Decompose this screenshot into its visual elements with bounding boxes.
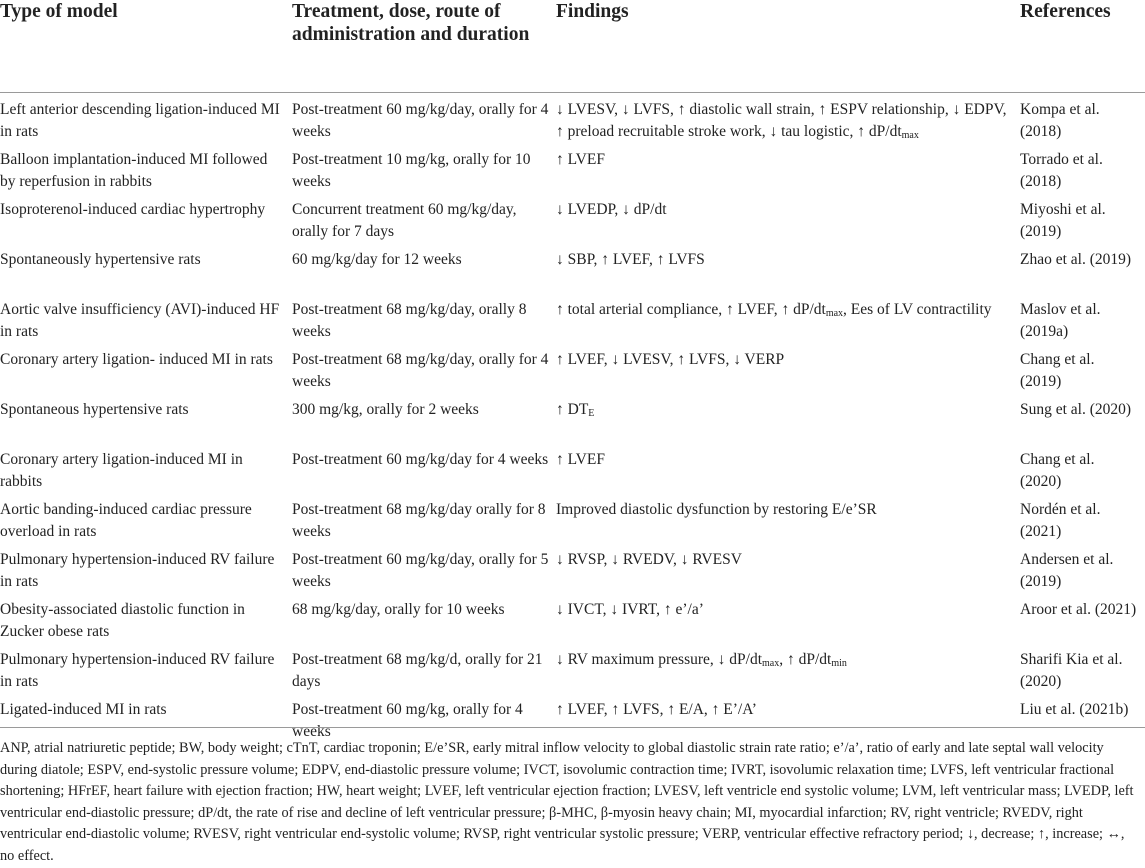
cell-findings: ↑ LVEF [556,451,605,468]
cell-treatment: 68 mg/kg/day, orally for 10 weeks [292,601,505,618]
cell-findings [556,646,1020,696]
cell-model: Obesity-associated diastolic function in Zucker obese rats [0,601,245,640]
cell-reference: Aroor et al. (2021) [1020,601,1137,618]
cell-findings: ↑ LVEF [556,151,605,168]
header-treatment: Treatment, dose, route of administration and duration [292,1,530,45]
cell-treatment: 60 mg/kg/day for 12 weeks [292,251,462,268]
findings-text: , ↑ dP/dt [779,651,832,668]
cell-treatment: Post-treatment 60 mg/kg/day, orally for 5 weeks [292,551,549,590]
cell-model: Coronary artery ligation-induced MI in rabbits [0,451,243,490]
findings-subscript: min [831,658,847,669]
cell-treatment: Post-treatment 60 mg/kg/day for 4 weeks [292,451,549,468]
findings-text: , Ees of LV contractility [843,301,992,318]
table-row [0,496,1145,546]
findings-text: ↓ LVESV, ↓ LVFS, ↑ diastolic wall strain, ↑ ESPV relationship, ↓ EDPV, ↑ preload recruitable stroke work, ↓ tau logistic, ↑ dP/dt [556,101,1007,140]
cell-model: Pulmonary hypertension-induced RV failure in rats [0,651,275,690]
header-divider [0,92,1145,93]
table-bottom-divider [0,727,1145,728]
cell-model: Pulmonary hypertension-induced RV failure in rats [0,551,275,590]
findings-subscript: max [901,129,919,141]
cell-findings: ↓ SBP, ↑ LVEF, ↑ LVFS [556,251,705,268]
table-footnote: ANP, atrial natriuretic peptide; BW, body weight; cTnT, cardiac troponin; E/e’SR, early mitral inflow velocity to global diastolic strain rate ratio; e’/a’, ratio of early and late septal wall velocity during diatole; ESPV, end-systolic pressure volume; EDPV, end-diastolic pressure volume; IVCT, isovolumic contraction time; IVRT, isovolumic relaxation time; LVFS, left ventricular fractional shortening; HFrEF, heart failure with ejection fraction; HW, heart weight; LVEF, left ventricular ejection fraction; LVESV, left ventricle end systolic volume; LVM, left ventricular mass; LVEDP, left ventricular end-diastolic pressure; dP/dt, the rate of rise and decline of left ventricular pressure; β-MHC, β-myosin heavy chain; MI, myocardial infarction; RV, right ventricle; RVEDV, right ventricular end-diastolic volume; RVESV, right ventricular end-systolic volume; RVSP, right ventricular systolic pressure; VERP, ventricular effective refractory period; ↓, decrease; ↑, increase; ↔, no effect. [0,740,1134,864]
cell-treatment: Post-treatment 68 mg/kg/d, orally for 21 days [292,651,543,690]
table-row [0,596,1145,646]
header-references: References [1020,1,1111,22]
cell-reference: Chang et al. (2020) [1020,451,1095,490]
cell-findings: ↑ LVEF, ↑ LVFS, ↑ E/A, ↑ E’/A’ [556,701,757,718]
cell-findings: ↓ IVCT, ↓ IVRT, ↑ e’/a’ [556,601,704,618]
cell-findings: ↑ LVEF, ↓ LVESV, ↑ LVFS, ↓ VERP [556,351,785,368]
cell-reference: Zhao et al. (2019) [1020,251,1132,268]
table-row [0,646,1145,696]
cell-reference: Andersen et al. (2019) [1020,551,1114,590]
cell-model: Spontaneously hypertensive rats [0,251,201,268]
cell-treatment: Post-treatment 68 mg/kg/day, orally 8 weeks [292,301,527,340]
findings-subscript: max [762,658,780,669]
table-row [0,396,1145,446]
cell-reference: Sung et al. (2020) [1020,401,1132,418]
findings-text: ↑ total arterial compliance, ↑ LVEF, ↑ dP/dt [556,301,826,318]
table-row [0,246,1145,296]
findings-subscript: E [588,408,595,419]
table-row [0,92,1145,146]
header-row [0,0,1145,92]
table-body [0,92,1145,746]
cell-findings: ↓ RVSP, ↓ RVEDV, ↓ RVESV [556,551,742,568]
cell-model: Coronary artery ligation- induced MI in rats [0,351,273,368]
table-row [0,346,1145,396]
cell-model: Isoproterenol-induced cardiac hypertrophy [0,201,266,218]
cell-reference: Sharifi Kia et al. (2020) [1020,651,1123,690]
cell-reference: Miyoshi et al. (2019) [1020,201,1106,240]
cell-model: Spontaneous hypertensive rats [0,401,189,418]
cell-reference: Chang et al. (2019) [1020,351,1095,390]
cell-treatment: Post-treatment 60 mg/kg/day, orally for 4 weeks [292,101,549,140]
cell-reference: Torrado et al. (2018) [1020,151,1103,190]
cell-findings [556,296,1020,346]
header-findings: Findings [556,1,629,22]
header-type-of-model: Type of model [0,1,118,22]
cell-reference: Kompa et al. (2018) [1020,101,1100,140]
findings-text: ↓ RV maximum pressure, ↓ dP/dt [556,651,762,668]
table-row [0,146,1145,196]
cell-reference: Liu et al. (2021b) [1020,701,1129,718]
cell-treatment: Concurrent treatment 60 mg/kg/day, orally for 7 days [292,201,517,240]
findings-text: ↑ DT [556,401,589,418]
table-row [0,296,1145,346]
cell-model: Aortic valve insufficiency (AVI)-induced HF in rats [0,301,280,340]
cell-reference: Maslov et al. (2019a) [1020,301,1101,340]
cell-findings: Improved diastolic dysfunction by restoring E/e’SR [556,501,877,518]
cell-treatment: Post-treatment 68 mg/kg/day, orally for 4 weeks [292,351,549,390]
cell-treatment: 300 mg/kg, orally for 2 weeks [292,401,479,418]
table-row [0,196,1145,246]
cell-reference: Nordén et al. (2021) [1020,501,1101,540]
cell-model: Aortic banding-induced cardiac pressure overload in rats [0,501,252,540]
cell-treatment: Post-treatment 10 mg/kg, orally for 10 weeks [292,151,531,190]
cell-treatment: Post-treatment 68 mg/kg/day orally for 8 weeks [292,501,546,540]
cell-treatment: Post-treatment 60 mg/kg, orally for 4 weeks [292,701,523,740]
findings-subscript: max [825,308,844,319]
table-header [0,0,1145,92]
table-row [0,446,1145,496]
cell-model: Ligated-induced MI in rats [0,701,167,718]
table-row [0,546,1145,596]
cell-model: Balloon implantation-induced MI followed by reperfusion in rabbits [0,151,268,190]
cell-model: Left anterior descending ligation-induced MI in rats [0,101,280,140]
cell-findings: ↓ LVEDP, ↓ dP/dt [556,201,667,218]
cell-findings [556,92,1020,146]
cell-findings [556,396,1020,446]
